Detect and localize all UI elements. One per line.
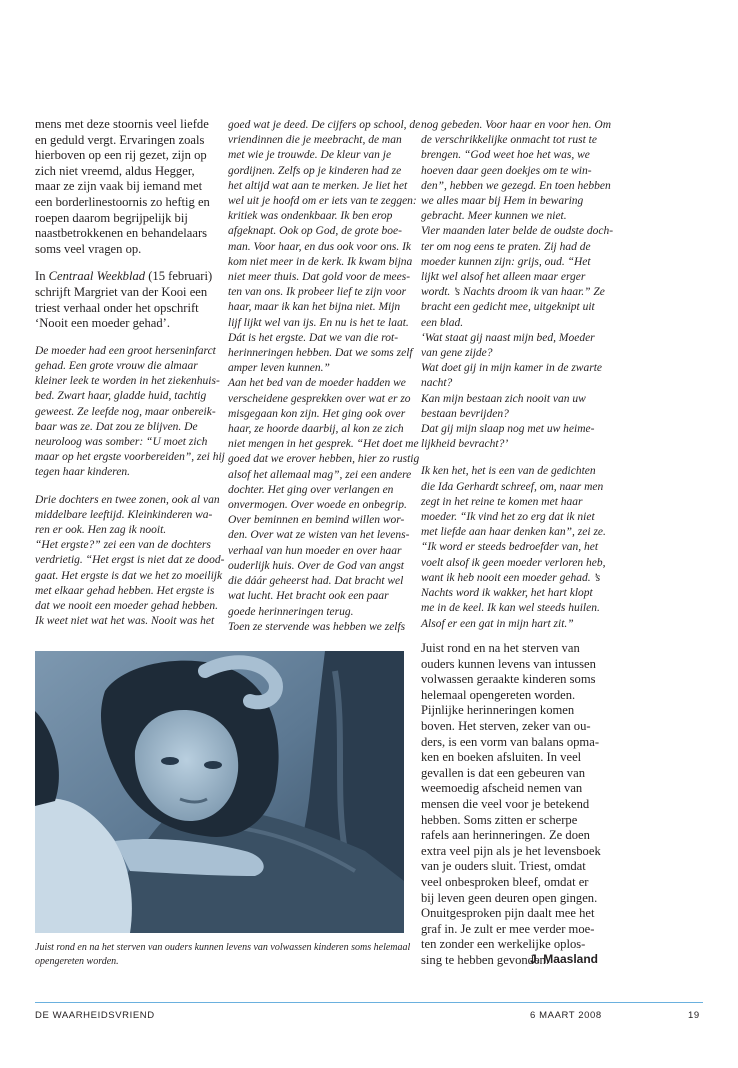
text-line: het altijd wat aan te merken. Je liet het — [228, 179, 408, 192]
text-line: met elkaar gehad hebben. Het ergste is — [35, 584, 215, 597]
text-line: gevallen is dat een gebeuren van — [421, 765, 585, 780]
text-line: haar, maar ik kan het bijna niet. Mijn — [228, 301, 401, 314]
text-line: ouderlijk huis. Over de God van angst — [228, 559, 404, 572]
text-line: zich niet vreemd, aldus Hegger, — [35, 163, 195, 178]
text-line: verscheidene gesprekken over wat er zo — [228, 392, 411, 405]
text-line: neuroloog was somber: “U moet zich — [35, 435, 208, 448]
text-line: middelbare leeftijd. Kleinkinderen wa- — [35, 508, 213, 521]
text-line: schrijft Margriet van der Kooi een — [35, 284, 208, 299]
text-line: graf in. Je zult er mee verder moe- — [421, 921, 595, 936]
text-line: amper leven kunnen.” — [228, 362, 330, 375]
text-line: Juist rond en na het sterven van — [421, 641, 580, 655]
text-line: een blad. — [421, 316, 464, 329]
text-line: goed dat we erover hebben, hier zo rustig — [228, 453, 420, 466]
text-line: misgegaan kon zijn. Het ging ook over — [228, 407, 406, 420]
text-line: “Ik word er steeds bedroefder van, het — [421, 541, 599, 554]
page-number: 19 — [688, 1010, 700, 1021]
text-line: naastbetrokkenen en behandelaars — [35, 226, 208, 241]
text-line: alsof het allemaal mag”, zei een andere — [228, 468, 412, 481]
text-line: nog gebeden. Voor haar en voor hen. Om — [421, 119, 612, 131]
text-line: ken en boeken afsluiten. In veel — [421, 750, 582, 765]
text-line: met liefde aan haar denken kan”, zei ze. — [421, 526, 606, 539]
footer-date: 6 MAART 2008 — [530, 1010, 602, 1021]
text-line: ren er ook. Hen zag ik nooit. — [35, 523, 167, 536]
text-line: Drie dochters en twee zonen, ook al van — [35, 493, 220, 506]
text-line: verdrietig. “Het ergst is niet dat ze dood- — [35, 554, 225, 567]
text-line: Pijnlijke herinneringen komen — [421, 703, 575, 718]
text-line: rafels aan herinneringen. Ze doen — [421, 828, 590, 843]
text-line: Dat gij mijn slaap nog met uw heime- — [421, 423, 595, 436]
text-line: De moeder had een groot herseninfarct — [35, 344, 216, 357]
text-line: boven. Het sterven, zeker van ou- — [421, 718, 591, 733]
text-line: goede herinneringen terug. — [228, 605, 354, 618]
text-line: Toen ze stervende was hebben we zelfs — [228, 620, 406, 633]
text-line: mensen die veel voor je betekend — [421, 796, 590, 811]
quote-paragraph — [421, 464, 606, 631]
quote-paragraph — [35, 344, 225, 481]
text-line: Dát is het ergste. Dat we van die rot- — [228, 331, 399, 344]
text-line: soms veel vragen op. — [35, 241, 142, 256]
text-line: gaat. Het ergste is dat we het zo moeilijk — [35, 569, 223, 582]
text-line: Onuitgesproken pijn daalt mee het — [421, 906, 595, 921]
text-line: tegen haar kinderen. — [35, 466, 131, 479]
text-line: wel uit je hoofd om er iets van te zeggen: — [228, 195, 417, 208]
author-signature: J. Maasland — [529, 952, 598, 966]
text-line: me in de keel. Ik kan wel steeds huilen. — [421, 602, 600, 615]
text-line: roepen daarom begrijpelijk bij — [35, 210, 188, 225]
text-line: zegt in het reine te komen met haar — [421, 495, 583, 508]
text-line: goed wat je deed. De cijfers op school, de — [228, 119, 421, 131]
text-line: geweest. Ze leefde nog, maar onbereik- — [35, 405, 216, 418]
text-line: ouders kunnen levens van intussen — [421, 656, 596, 671]
text-line: de verschrikkelijke onmacht tot rust te — [421, 134, 597, 147]
text-line: Over beminnen en bemind willen wor- — [228, 514, 405, 527]
text-line: die Ida Gerhardt schreef, om, naar men — [421, 480, 604, 493]
text-line: want ik heb nooit een moeder gehad. ’s — [421, 571, 601, 584]
photo-illustration — [35, 651, 404, 933]
text-line: Ik ken het, het is een van de gedichten — [421, 465, 596, 478]
text-line: kom niet meer in de kerk. Ik kwam bijna — [228, 255, 413, 268]
text-line: niet meer thuis. Dat gold voor de mees- — [228, 271, 411, 284]
text-line: ‘Nooit een moeder gehad’. — [35, 316, 170, 331]
footer-rule — [35, 1002, 703, 1003]
text-line: Aan het bed van de moeder hadden we — [228, 377, 406, 390]
text-line: we alles maar bij Hem in bewaring — [421, 195, 584, 208]
text-line: die dáár geheerst had. Dat bracht wel — [228, 575, 404, 588]
text-line: dat we nooit een moeder gehad hebben. — [35, 599, 218, 612]
text-line: Wat doet gij in mijn kamer in de zwarte — [421, 362, 603, 375]
text-line: den. Over wat ze wisten van het levens- — [228, 529, 410, 542]
text-line: ter om nog eens te praten. Zij had de — [421, 240, 591, 253]
source-title: Centraal Weekblad — [48, 269, 146, 284]
text-line: maar ze zijn vaak bij iemand met — [35, 179, 203, 194]
text-line: weemoedig afscheid nemen van — [421, 781, 583, 796]
quote-paragraph — [35, 493, 225, 630]
text-line: kleiner leek te worden in het ziekenhuis- — [35, 375, 220, 388]
text-line: een borderlinestoornis zo heftig en — [35, 194, 210, 209]
paragraph-source: In Centraal Weekblad (15 februari) schrijft Margriet van der Kooi een triest verhaal onder het opschrift ‘Nooit een moeder gehad’. — [35, 269, 220, 331]
text-line: Ik weet niet wat het was. Nooit was het — [35, 615, 215, 628]
text-line: wordt. ’s Nachts droom ik van haar.” Ze — [421, 286, 605, 299]
text-line: Nachts word ik wakker, het hart klopt — [421, 587, 593, 600]
text-line: “Het ergste?” zei een van de dochters — [35, 539, 211, 552]
text-line: en geduld vergt. Ervaringen zoals — [35, 132, 205, 147]
text-line: extra veel pijn als je het levensboek — [421, 843, 601, 858]
text-line: vriendinnen die je meebracht, de man — [228, 134, 402, 147]
text-line: ten zonder een werkelijke oplos- — [421, 937, 586, 952]
text-line: hebben. Soms zitten er scherpe — [421, 812, 578, 827]
text-line: lijf lijkt wel van ijs. En nu is het te laat. — [228, 316, 409, 329]
text-line: Vier maanden later belde de oudste doch- — [421, 225, 614, 238]
column-2 — [228, 118, 421, 635]
text-line: man. Voor haar, en dus ook voor ons. Ik — [228, 240, 412, 253]
text-line: met wie je trouwde. De kleur van je — [228, 149, 392, 162]
quote-paragraph — [421, 118, 614, 452]
text-line: hierboven op een rij gezet, zijn op — [35, 148, 207, 163]
text-line: mens met deze stoornis veel liefde — [35, 117, 209, 131]
text-line: brengen. “God weet hoe het was, we — [421, 149, 590, 162]
text-line: dochter. Het ging over verlangen en — [228, 483, 394, 496]
text-line: triest verhaal onder het opschrift — [35, 300, 199, 315]
text-line: wat lucht. Het bracht ook een paar — [228, 590, 389, 603]
text-line: lijkt wel alsof het alleen maar erger — [421, 271, 586, 284]
text-line: bij leven geen deuren open gingen. — [421, 890, 598, 905]
text-line: van je ouders sluit. Triest, omdat — [421, 859, 586, 874]
text-line: helemaal opengereten worden. — [421, 687, 576, 702]
text-line: haar, ze hoorde daarbij, al kon ze zich — [228, 423, 404, 436]
text-line: moeder. “Ik vind het zo erg dat ik niet — [421, 511, 595, 524]
column-1 — [35, 117, 225, 629]
text-line: herinneringen hebben. Dat we soms zelf — [228, 347, 413, 360]
text-line: moeder kunnen zijn: grijs, oud. “Het — [421, 255, 591, 268]
text-line: ders, is een vorm van balans opma- — [421, 734, 600, 749]
photo-woman-at-tree — [35, 651, 404, 933]
text-line: veel onbesproken bleef, omdat er — [421, 874, 589, 889]
text-line: verhaal van hun moeder en over haar — [228, 544, 402, 557]
text-line: van gene zijde? — [421, 347, 493, 360]
text-line: niet mengen in het gesprek. “Het doet me — [228, 438, 419, 451]
footer-publication: DE WAARHEIDSVRIEND — [35, 1010, 155, 1021]
text-line: ‘Wat staat gij naast mijn bed, Moeder — [421, 331, 595, 344]
paragraph-intro — [35, 117, 220, 257]
text-line: kritiek was ondenkbaar. Ik ben erop — [228, 210, 393, 223]
text-line: sing te hebben gevonden. — [421, 952, 550, 967]
text-line: gehad. Een grote vrouw die almaar — [35, 359, 198, 372]
text-line: maar op het ergste voorbereiden”, zei hij — [35, 451, 225, 464]
text-line: gordijnen. Zelfs op je kinderen had ze — [228, 164, 402, 177]
text-line: ten van ons. Ik probeer lief te zijn voor — [228, 286, 407, 299]
text-line: gebracht. Meer kunnen we niet. — [421, 210, 567, 223]
text-line: afgeknapt. Ook op God, de grote boe- — [228, 225, 402, 238]
text-line: bed. Zwart haar, gladde huid, tachtig — [35, 390, 207, 403]
text-line: nacht? — [421, 377, 453, 390]
text-line: bestaan bevrijden? — [421, 407, 509, 420]
text-line: volwassen geraakte kinderen soms — [421, 672, 596, 687]
text-line: Alsof er een gat in mijn hart zit.” — [421, 617, 574, 630]
text-line: baar was ze. Dat zou ze blijven. De — [35, 420, 198, 433]
text-line: bracht een gedicht mee, uitgeknipt uit — [421, 301, 595, 314]
quote-paragraph — [228, 118, 421, 635]
text-line: voelt alsof ik geen moeder verloren heb, — [421, 556, 606, 569]
photo-caption: Juist rond en na het sterven van ouders kunnen levens van volwassen kinderen soms helemaal opengereten worden. — [35, 942, 411, 967]
text-line: Kan mijn bestaan zich nooit van uw — [421, 392, 586, 405]
text-line: hoeven daar geen doekjes om te win- — [421, 164, 592, 177]
text-line: den”, hebben we gezegd. En toen hebben — [421, 179, 611, 192]
closing-paragraph — [421, 641, 606, 968]
text-line: onvermogen. Over woede en onbegrip. — [228, 499, 407, 512]
text-line: lijkheid bevracht?’ — [421, 438, 509, 451]
column-3 — [421, 118, 614, 632]
